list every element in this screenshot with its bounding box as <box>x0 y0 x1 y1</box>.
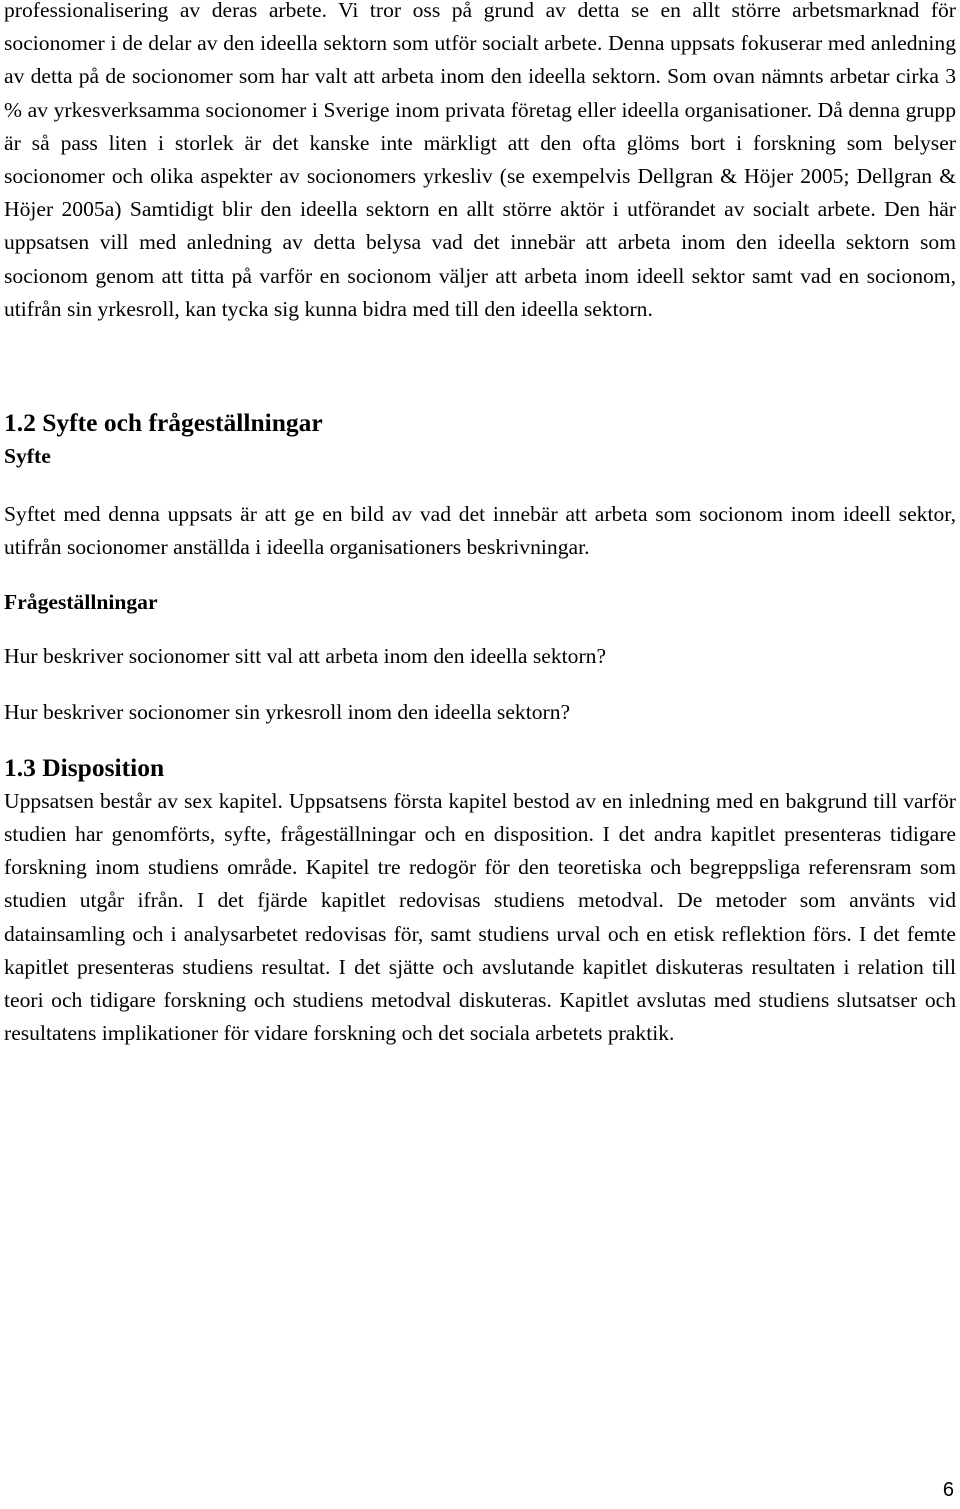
subheading-fragestallningar: Frågeställningar <box>4 590 158 615</box>
question-2: Hur beskriver socionomer sin yrkesroll inom den ideella sektorn? <box>4 699 571 724</box>
subheading-syfte: Syfte <box>4 444 51 468</box>
section-heading-1-2: 1.2 Syfte och frågeställningar <box>4 408 323 437</box>
question-1: Hur beskriver socionomer sitt val att arbeta inom den ideella sektorn? <box>4 644 607 669</box>
disposition-paragraph: Uppsatsen består av sex kapitel. Uppsatsens första kapitel bestod av en inledning med en bakgrund till varför studien har genomförts, syfte, frågeställningar och en disposition. I det andra kapitlet presenteras tidigare forskning inom studiens område. Kapitel tre redogör för den teoretiska och begreppsliga referensram som studien utgår ifrån. I det fjärde kapitlet redovisas studiens metodval. De metoder som använts vid datainsamling och i analysarbetet redovisas för, samt studiens urval och en etisk reflektion förs. I det femte kapitlet presenteras studiens resultat. I det sjätte och avslutande kapitlet diskuteras resultaten i relation till teori och tidigare forskning och studiens metodval diskuteras. Kapitlet avslutas med studiens slutsatser och resultatens implikationer för vidare forskning och det sociala arbetets praktik. <box>4 788 956 1046</box>
document-page <box>4 0 956 1050</box>
intro-paragraph: professionalisering av deras arbete. Vi tror oss på grund av detta se en allt större arbetsmarknad för socionomer i de delar av den ideella sektorn som utför socialt arbete. Denna uppsats fokuserar med anledning av detta på de socionomer som har valt att arbeta inom den ideella sektorn. Som ovan nämnts arbetar cirka 3 % av yrkesverksamma socionomer i Sverige inom privata företag eller ideella organisationer. Då denna grupp är så pass liten i storlek är det kanske inte märkligt att den ofta glöms bort i forskning som belyser socionomer och olika aspekter av socionomers yrkesliv (se exempelvis Dellgran & Höjer 2005; Dellgran & Höjer 2005a) Samtidigt blir den ideella sektorn en allt större aktör i utförandet av socialt arbete. Den här uppsatsen vill med anledning av detta belysa vad det innebär att arbeta inom den ideella sektorn som socionom genom att titta på varför en socionom väljer att arbeta inom ideell sektor samt vad en socionom, utifrån sin yrkesroll, kan tycka sig kunna bidra med till den ideella sektorn. <box>4 0 956 321</box>
syfte-paragraph: Syftet med denna uppsats är att ge en bild av vad det innebär att arbeta som socionom inom ideell sektor, utifrån socionomer anställda i ideella organisationers beskrivningar. <box>4 502 956 560</box>
page-number: 6 <box>942 1479 954 1501</box>
section-heading-1-3: 1.3 Disposition <box>4 752 165 782</box>
